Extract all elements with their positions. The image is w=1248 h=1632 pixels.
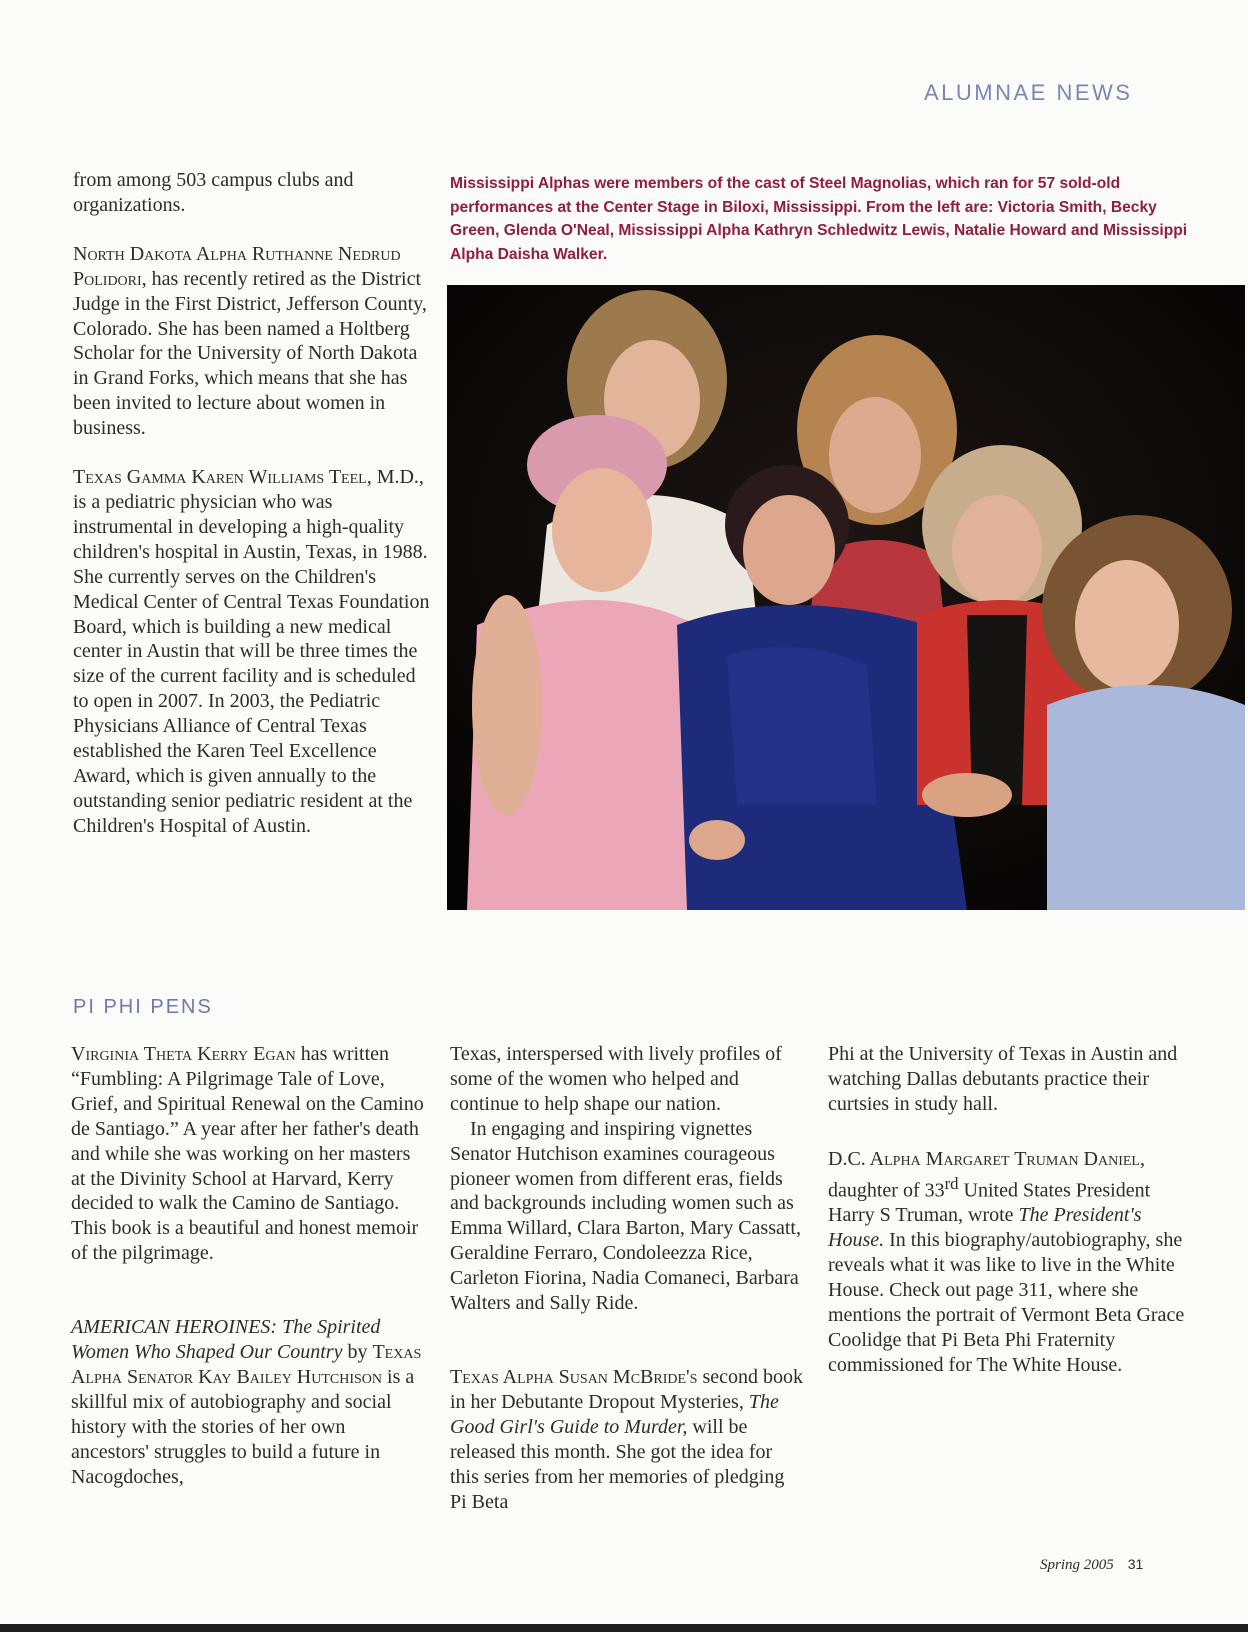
pens-column-1 (71, 1042, 427, 1490)
paragraph (828, 1147, 1198, 1378)
paragraph (450, 1365, 806, 1514)
member-name: Virginia Theta Kerry Egan (71, 1043, 296, 1065)
member-name: Texas Gamma Karen Williams Teel, (73, 466, 372, 489)
paragraph (73, 242, 435, 441)
page-footer (1040, 1556, 1143, 1574)
paragraph-text: second book in her Debutante Dropout Mysteries, (450, 1365, 803, 1413)
section-header: ALUMNAE NEWS (924, 80, 1133, 105)
paragraph: Phi at the University of Texas in Austin and watching Dallas debutants practice their curtsies in study hall. (828, 1043, 1178, 1115)
book-title: The Good Girl's Guide to Murder, (450, 1390, 779, 1438)
left-column (73, 168, 435, 839)
paragraph-text: has written “Fumbling: A Pilgrimage Tale of Love, Grief, and Spiritual Renewal on the Camino de Santiago.” A year after her father's death and while she was working on her masters at the Divinity School at Harvard, Kerry decided to walk the Camino de Santiago. This book is a beautiful and honest memoir of the pilgrimage. (71, 1043, 424, 1265)
paragraph (71, 1042, 427, 1266)
paragraph: In engaging and inspiring vignettes Senator Hutchison examines courageous pioneer women from different eras, fields and backgrounds including women such as Emma Willard, Clara Barton, Mary Cassatt, Geraldine Ferraro, Condoleezza Rice, Carleton Fiorina, Nadia Comaneci, Barbara Walters and Sally Ride. (450, 1117, 801, 1315)
issue-label: Spring 2005 (1040, 1557, 1114, 1573)
paragraph-text: M.D., is a pediatric physician who was instrumental in developing a high-quality children's hospital in Austin, Texas, in 1988. She currently serves on the Children's Medical Center of Central Texas Foundation Board, which is building a new medical center in Austin that will be three times the size of the current facility and is scheduled to open in 2007. In 2003, the Pediatric Physicians Alliance of Central Texas established the Karen Teel Excellence Award, which is given annually to the outstanding senior pediatric resident at the Children's Hospital of Austin. (73, 466, 430, 837)
paragraph: from among 503 campus clubs and organizations. (73, 169, 354, 216)
member-name: Texas Alpha Senator Kay Bailey Hutchison (71, 1341, 422, 1388)
book-title: AMERICAN HEROINES: The Spirited Women Who Shaped Our Country (71, 1316, 381, 1364)
paragraph-text: In this biography/autobiography, she reveals what it was like to live in the White House. Check out page 311, where she mentions the portrait of Vermont Beta Grace Coolidge that Pi Beta Phi Fraternity commissioned for The White House. (828, 1229, 1185, 1376)
pi-phi-pens-title: PI PHI PENS (73, 996, 213, 1018)
page-number: 31 (1127, 1556, 1144, 1572)
cast-photo (447, 285, 1245, 910)
paragraph-text: by (342, 1341, 373, 1364)
paragraph-text: has recently retired as the District Judge in the First District, Jefferson County, Colorado. She has been named a Holtberg Scholar for the University of North Dakota in Grand Forks, which means that she has been invited to lecture about women in business. (73, 267, 427, 440)
paragraph: Texas, interspersed with lively profiles of some of the women who helped and continue to help shape our nation. (450, 1043, 782, 1115)
pens-column-3 (828, 1042, 1198, 1378)
paragraph-text: will be released this month. She got the idea for this series from her memories of pledging Pi Beta (450, 1415, 785, 1513)
paragraph (71, 1315, 427, 1489)
member-name: Texas Alpha Susan McBride's (450, 1365, 698, 1388)
member-name: D.C. Alpha Margaret Truman Daniel, (828, 1147, 1145, 1170)
photo-caption: Mississippi Alphas were members of the cast of Steel Magnolias, which ran for 57 sold-old performances at the Center Stage in Biloxi, Mississippi. From the left are: Victoria Smith, Becky Green, Glenda O'Neal, Mississippi Alpha Kathryn Schledwitz Lewis, Natalie Howard and Mississippi Alpha Daisha Walker. (450, 175, 1188, 263)
bottom-border (0, 1624, 1248, 1632)
paragraph-text: United States President Harry S Truman, wrote (828, 1179, 1151, 1227)
paragraph-text: is a skillful mix of autobiography and social history with the stories of her own ancestors' struggles to build a future in Nacogdoches, (71, 1365, 415, 1488)
book-title: The President's House. (828, 1204, 1142, 1252)
ordinal-suffix: rd (944, 1173, 959, 1193)
member-name: North Dakota Alpha Ruthanne Nedrud Polidori, (73, 242, 401, 290)
pens-column-2 (450, 1042, 806, 1514)
paragraph (73, 465, 435, 839)
paragraph-text: daughter of 33 (828, 1179, 945, 1202)
